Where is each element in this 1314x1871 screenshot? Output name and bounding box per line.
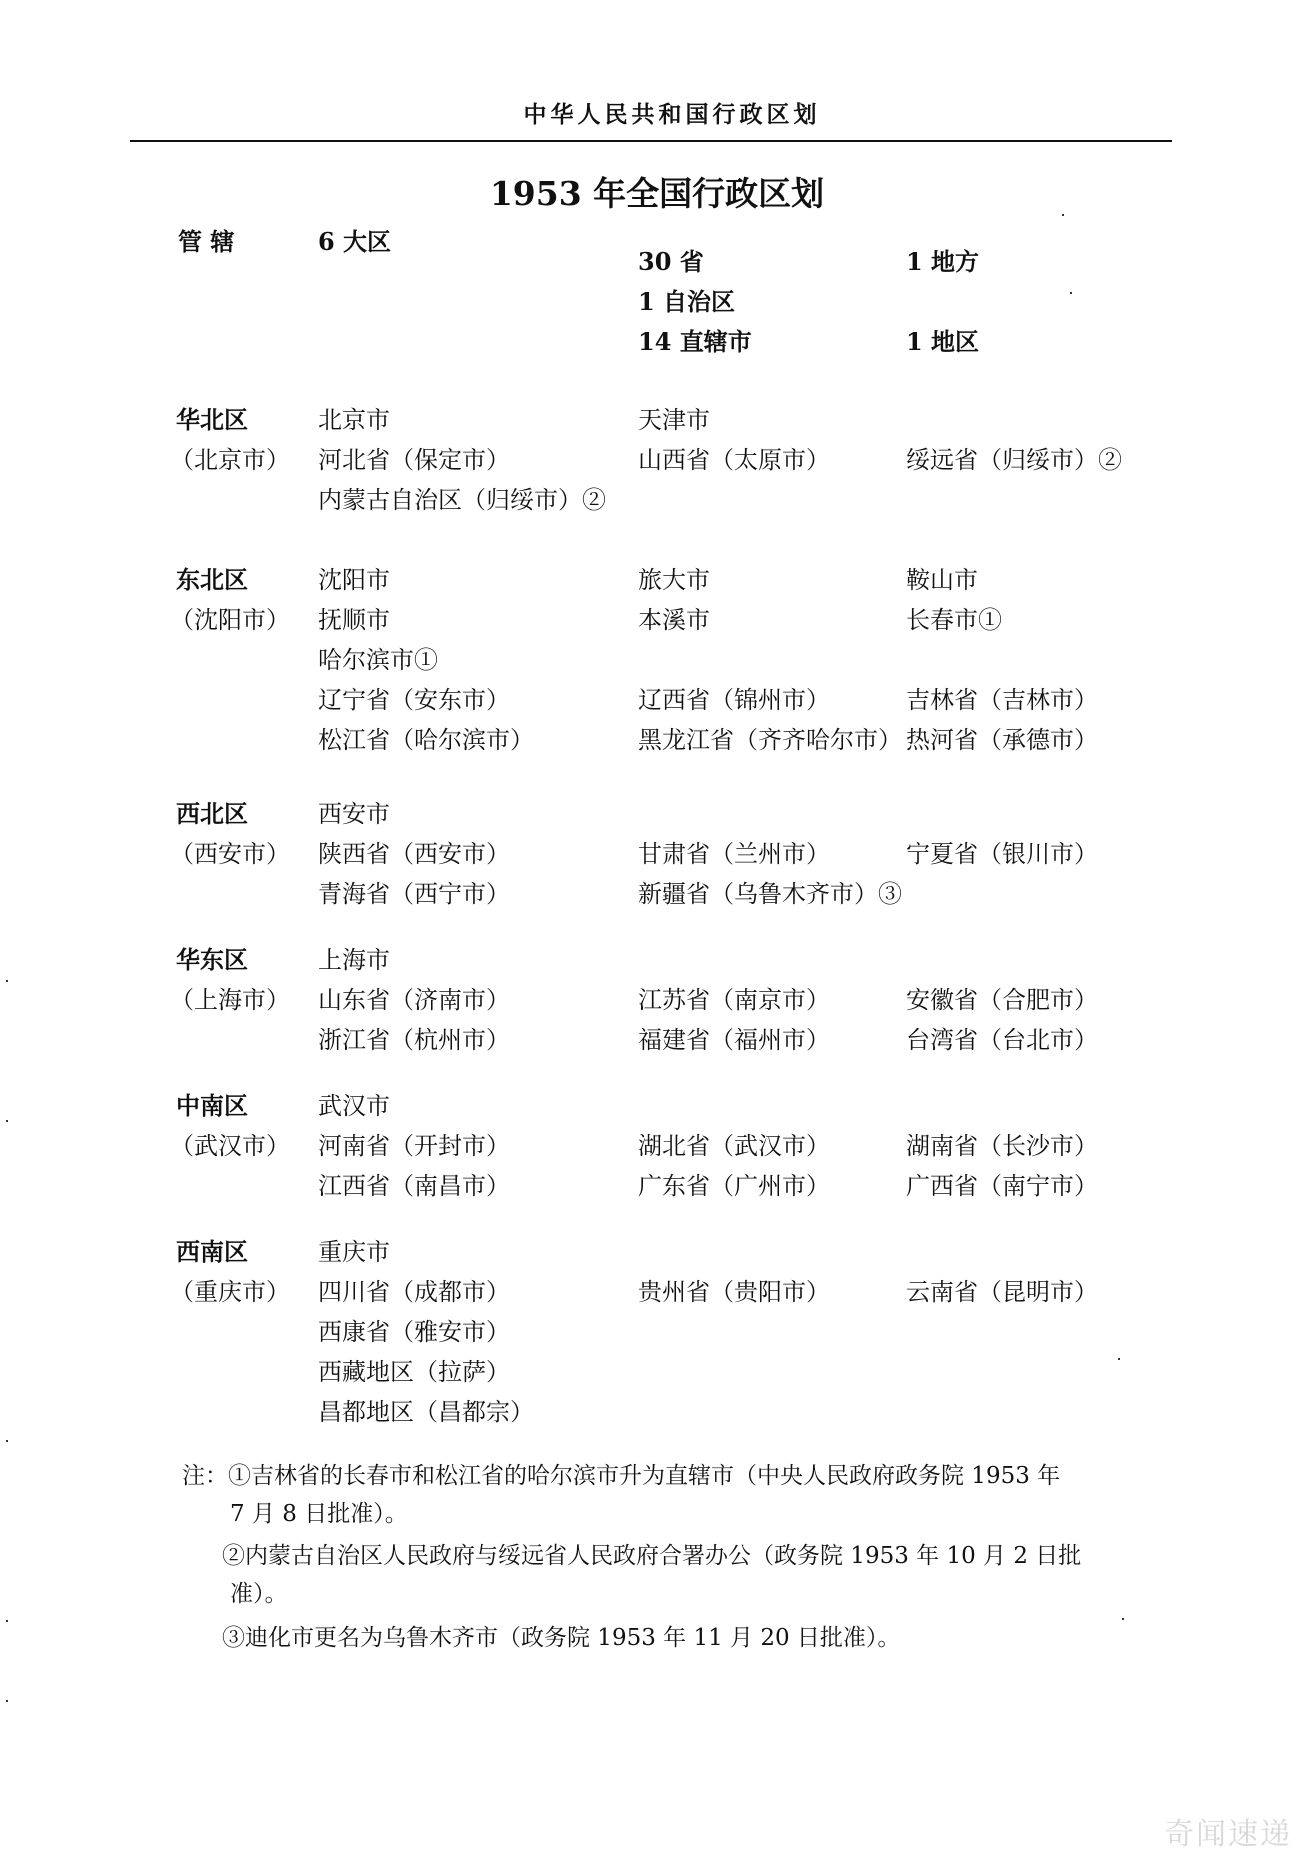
entry: 天津市 xyxy=(638,406,710,434)
footnote-2-line-2: 准）。 xyxy=(230,1581,288,1607)
entry: 松江省（哈尔滨市） xyxy=(318,726,534,754)
entry: 四川省（成都市） xyxy=(318,1278,510,1306)
entry: 黑龙江省（齐齐哈尔市） xyxy=(638,726,902,754)
entry: 昌都地区（昌都宗） xyxy=(318,1398,534,1426)
entry: 内蒙古自治区（归绥市）② xyxy=(318,486,606,514)
scan-speck xyxy=(1070,292,1072,294)
entry: 陕西省（西安市） xyxy=(318,840,510,868)
header-rule xyxy=(130,140,1172,142)
entry: 台湾省（台北市） xyxy=(906,1026,1098,1054)
scan-speck xyxy=(6,980,8,982)
region-seat: （西安市） xyxy=(170,840,290,868)
entry: 重庆市 xyxy=(318,1238,390,1266)
region-name: 华东区 xyxy=(176,945,248,974)
entry: 旅大市 xyxy=(638,566,710,594)
region-seat: （重庆市） xyxy=(170,1278,290,1306)
entry: 福建省（福州市） xyxy=(638,1026,830,1054)
entry: 西康省（雅安市） xyxy=(318,1318,510,1346)
region-seat: （武汉市） xyxy=(170,1132,290,1160)
entry: 宁夏省（银川市） xyxy=(906,840,1098,868)
entry: 山东省（济南市） xyxy=(318,986,510,1014)
entry: 沈阳市 xyxy=(318,566,390,594)
entry: 辽宁省（安东市） xyxy=(318,686,510,714)
footnote-1-line-1: 注：①吉林省的长春市和松江省的哈尔滨市升为直辖市（中央人民政府政务院 1953 年 xyxy=(182,1463,1061,1489)
summary-municipalities: 14 直辖市 xyxy=(638,327,752,356)
summary-prefecture: 1 地区 xyxy=(906,327,980,356)
entry: 贵州省（贵阳市） xyxy=(638,1278,830,1306)
entry: 安徽省（合肥市） xyxy=(906,986,1098,1014)
entry: 云南省（昆明市） xyxy=(906,1278,1098,1306)
running-title: 中华人民共和国行政区划 xyxy=(523,101,821,128)
region-name: 西北区 xyxy=(176,799,248,828)
entry: 武汉市 xyxy=(318,1092,390,1120)
region-seat: （沈阳市） xyxy=(170,606,290,634)
region-name: 华北区 xyxy=(176,405,248,434)
entry: 抚顺市 xyxy=(318,606,390,634)
scan-speck xyxy=(1122,1618,1124,1620)
region-seat: （北京市） xyxy=(170,446,290,474)
region-name: 东北区 xyxy=(176,565,248,594)
entry: 鞍山市 xyxy=(906,566,978,594)
scan-speck xyxy=(6,1620,8,1622)
footnote-1-line-2: 7 月 8 日批准）。 xyxy=(230,1501,408,1527)
entry: 广东省（广州市） xyxy=(638,1172,830,1200)
scan-speck xyxy=(1062,214,1064,216)
footnote-3: ③迪化市更名为乌鲁木齐市（政务院 1953 年 11 月 20 日批准）。 xyxy=(222,1625,901,1651)
entry: 湖北省（武汉市） xyxy=(638,1132,830,1160)
entry: 浙江省（杭州市） xyxy=(318,1026,510,1054)
entry: 甘肃省（兰州市） xyxy=(638,840,830,868)
entry: 绥远省（归绥市）② xyxy=(906,446,1122,474)
entry: 河南省（开封市） xyxy=(318,1132,510,1160)
entry: 山西省（太原市） xyxy=(638,446,830,474)
entry: 北京市 xyxy=(318,406,390,434)
scan-speck xyxy=(6,1700,8,1702)
summary-provinces: 30 省 xyxy=(638,247,704,276)
entry: 热河省（承德市） xyxy=(906,726,1098,754)
entry: 西藏地区（拉萨） xyxy=(318,1358,510,1386)
region-name: 中南区 xyxy=(176,1091,248,1120)
footnote-2-line-1: ②内蒙古自治区人民政府与绥远省人民政府合署办公（政务院 1953 年 10 月 2 日批 xyxy=(222,1543,1082,1569)
entry: 广西省（南宁市） xyxy=(906,1172,1098,1200)
scan-speck xyxy=(6,1440,8,1442)
entry: 河北省（保定市） xyxy=(318,446,510,474)
scan-speck xyxy=(1118,1358,1120,1360)
entry: 江苏省（南京市） xyxy=(638,986,830,1014)
summary-regions: 6 大区 xyxy=(318,227,392,256)
entry: 长春市① xyxy=(906,606,1002,634)
entry: 上海市 xyxy=(318,946,390,974)
region-name: 西南区 xyxy=(176,1237,248,1266)
summary-autonomous-regions: 1 自治区 xyxy=(638,287,736,316)
entry: 吉林省（吉林市） xyxy=(906,686,1098,714)
region-seat: （上海市） xyxy=(170,986,290,1014)
summary-special-area: 1 地方 xyxy=(906,247,980,276)
summary-label: 管 辖 xyxy=(178,227,235,256)
page-title: 1953 年全国行政区划 xyxy=(489,174,825,213)
entry: 西安市 xyxy=(318,800,390,828)
entry: 湖南省（长沙市） xyxy=(906,1132,1098,1160)
entry: 本溪市 xyxy=(638,606,710,634)
scan-speck xyxy=(6,1120,8,1122)
watermark: 奇闻速递 xyxy=(1164,1817,1292,1852)
entry: 江西省（南昌市） xyxy=(318,1172,510,1200)
entry: 辽西省（锦州市） xyxy=(638,686,830,714)
entry: 青海省（西宁市） xyxy=(318,880,510,908)
entry: 新疆省（乌鲁木齐市）③ xyxy=(638,880,902,908)
entry: 哈尔滨市① xyxy=(318,646,438,674)
